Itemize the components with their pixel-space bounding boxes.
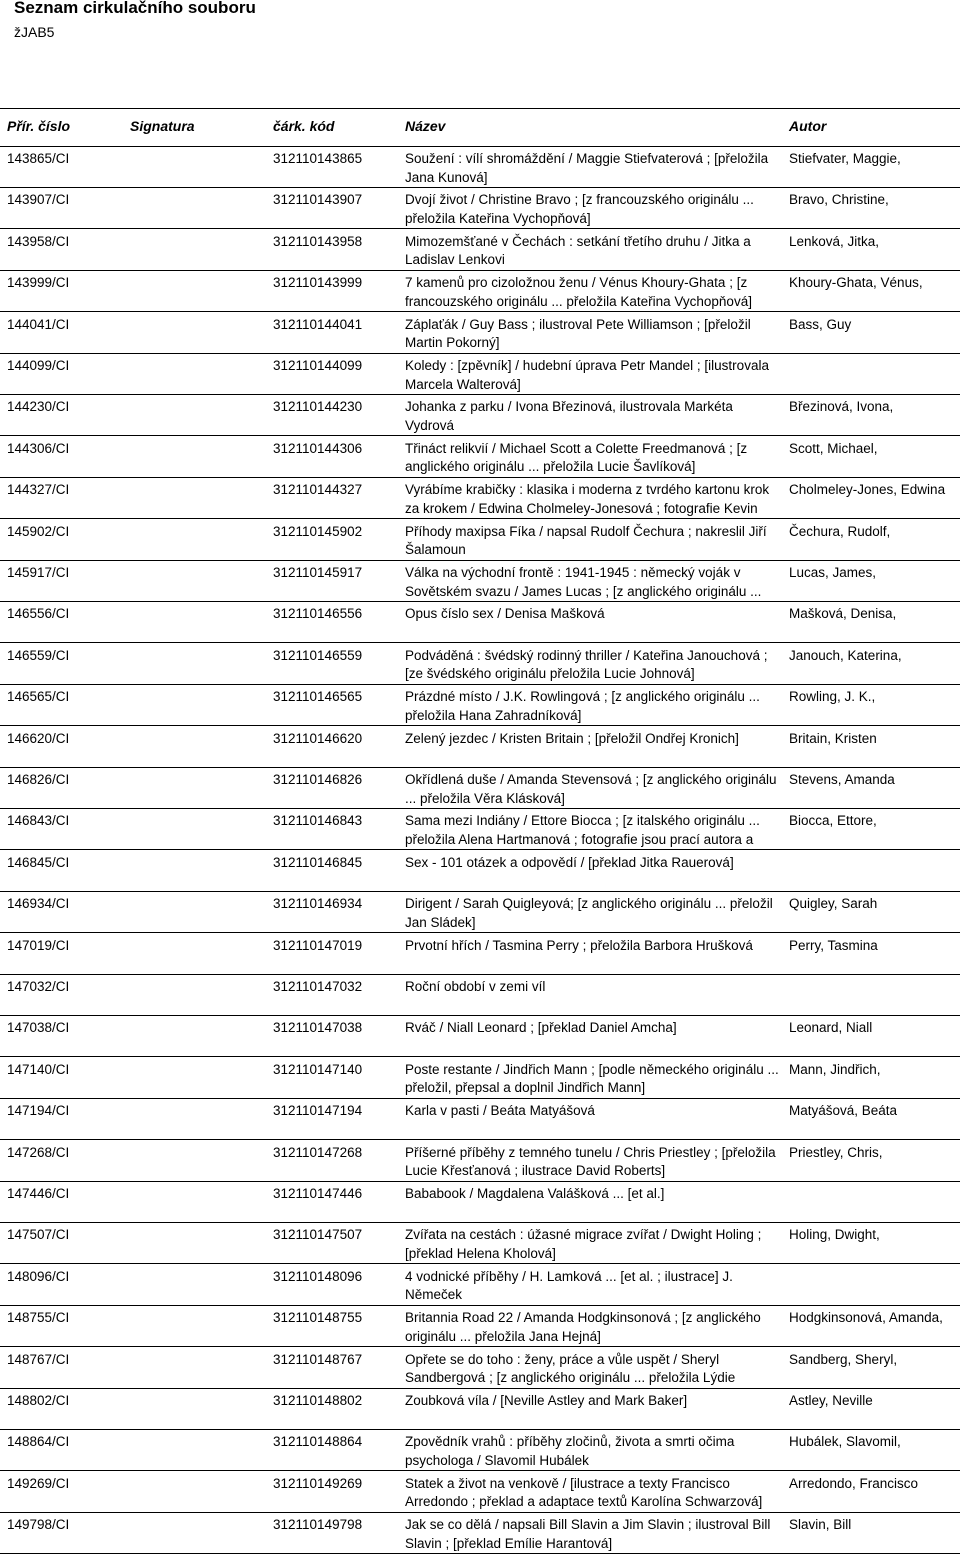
item-title: Vyrábíme krabičky : klasika i moderna z tvrdého kartonu krok za krokem / Edwina Cholmeley-Jonesová ; fotografie Kevin [405, 482, 770, 516]
item-author: Hubálek, Slavomil, [789, 1434, 901, 1450]
accession-number: 147268/CI [7, 1144, 70, 1160]
table-row [0, 1222, 960, 1264]
item-author: Holing, Dwight, [789, 1227, 880, 1243]
table-row [0, 436, 960, 478]
item-title: Opřete se do toho : ženy, práce a vůle uspět / Sheryl Sandbergová ; [z anglického originálu ... přeložila Lýdie [405, 1351, 736, 1386]
table-row [0, 767, 960, 809]
table-row [0, 312, 960, 354]
item-title: Soužení : vílí shromáždění / Maggie Stiefvaterová ; [přeložila Jana Kunová] [405, 151, 769, 185]
barcode: 312110146845 [273, 854, 363, 870]
accession-number: 146556/CI [7, 606, 70, 622]
item-author: Mašková, Denisa, [789, 606, 897, 622]
table-row [0, 726, 960, 768]
item-author: Lucas, James, [789, 565, 877, 580]
barcode: 312110147140 [273, 1061, 363, 1077]
table-row [0, 1057, 960, 1099]
accession-number: 147446/CI [7, 1186, 70, 1201]
item-author: Biocca, Ettore, [789, 813, 877, 829]
accession-number: 149798/CI [7, 1517, 70, 1533]
barcode: 312110144041 [273, 316, 363, 332]
accession-number: 147019/CI [7, 937, 70, 953]
accession-number: 148755/CI [7, 1310, 70, 1326]
accession-number: 145917/CI [7, 565, 70, 580]
item-author: Britain, Kristen [789, 730, 877, 746]
item-title: Bababook / Magdalena Valášková ... [et al.] [405, 1186, 665, 1201]
barcode: 312110146565 [273, 689, 363, 705]
table-header [0, 108, 960, 147]
item-title: Zoubková víla / [Neville Astley and Mark Baker] [405, 1393, 688, 1408]
accession-number: 143865/CI [7, 151, 70, 166]
item-author: Perry, Tasmina [789, 937, 878, 953]
item-title: Britannia Road 22 / Amanda Hodgkinsonová ; [z anglického originálu ... přeložila Jana Hejná] [405, 1310, 761, 1344]
accession-number: 144306/CI [7, 440, 70, 456]
barcode: 312110146843 [273, 813, 363, 829]
table-row [0, 808, 960, 850]
item-author: Bravo, Christine, [789, 192, 889, 208]
accession-number: 146934/CI [7, 896, 70, 912]
barcode: 312110148767 [273, 1351, 363, 1367]
barcode: 312110145902 [273, 523, 363, 539]
item-author: Cholmeley-Jones, Edwina [789, 482, 946, 498]
barcode: 312110147019 [273, 937, 363, 953]
barcode: 312110148755 [273, 1310, 363, 1326]
accession-number: 147194/CI [7, 1103, 70, 1119]
barcode: 312110148096 [273, 1268, 363, 1284]
item-author: Březinová, Ivona, [789, 399, 894, 415]
accession-number: 144230/CI [7, 399, 70, 415]
barcode: 312110147032 [273, 979, 363, 994]
barcode: 312110146559 [273, 647, 363, 663]
accession-number: 148096/CI [7, 1268, 70, 1284]
barcode: 312110146934 [273, 896, 363, 912]
item-title: Sex - 101 otázek a odpovědí / [překlad Jitka Rauerová] [405, 854, 734, 870]
item-author: Čechura, Rudolf, [789, 523, 891, 539]
barcode: 312110149269 [273, 1475, 363, 1491]
item-author: Mann, Jindřich, [789, 1061, 881, 1077]
barcode: 312110148864 [273, 1434, 363, 1450]
table-row [0, 684, 960, 726]
table-row [0, 560, 960, 602]
barcode: 312110146620 [273, 730, 363, 746]
item-author: Scott, Michael, [789, 440, 878, 456]
barcode: 312110143999 [273, 275, 363, 291]
item-author: Leonard, Niall [789, 1020, 873, 1036]
barcode: 312110145917 [273, 565, 363, 580]
item-author: Stiefvater, Maggie, [789, 151, 901, 166]
barcode: 312110143907 [273, 192, 363, 208]
table-row [0, 1140, 960, 1182]
column-header-prir: Přír. číslo [7, 118, 71, 134]
table-row [0, 933, 960, 975]
table-row [0, 891, 960, 933]
table-row [0, 850, 960, 892]
item-title: Opus číslo sex / Denisa Mašková [405, 606, 605, 622]
table-row [0, 394, 960, 436]
item-title: Okřídlená duše / Amanda Stevensová ; [z anglického originálu ... přeložila Věra Klásková] [405, 772, 777, 806]
barcode: 312110148802 [273, 1393, 363, 1408]
accession-number: 146826/CI [7, 772, 70, 787]
column-header-title: Název [405, 118, 446, 134]
item-title: Zelený jezdec / Kristen Britain ; [přeložil Ondřej Kronich] [405, 730, 739, 746]
accession-number: 144099/CI [7, 358, 70, 373]
item-title: Statek a život na venkově / [ilustrace a texty Francisco Arredondo ; překlad a adaptace textů Karolína Schwarzová] [405, 1475, 763, 1510]
accession-number: 149269/CI [7, 1475, 70, 1491]
table-row [0, 1347, 960, 1389]
accession-number: 146843/CI [7, 813, 70, 829]
item-title: Třináct relikvií / Michael Scott a Colette Freedmanová ; [z anglického originálu ... přeložila Lucie Šavlíková] [405, 440, 748, 475]
item-author: Priestley, Chris, [789, 1144, 883, 1160]
barcode: 312110144327 [273, 482, 363, 498]
barcode: 312110147194 [273, 1103, 363, 1119]
item-author: Stevens, Amanda [789, 772, 895, 787]
table-row [0, 1471, 960, 1513]
item-title: Zvířata na cestách : úžasné migrace zvířat / Dwight Holing ; [překlad Helena Kholová] [405, 1227, 762, 1261]
table-row [0, 477, 960, 519]
accession-number: 144041/CI [7, 316, 70, 332]
table-row [0, 1388, 960, 1430]
table-row [0, 519, 960, 561]
accession-number: 147507/CI [7, 1227, 70, 1243]
accession-number: 144327/CI [7, 482, 70, 498]
page-title: Seznam cirkulačního souboru [14, 0, 256, 17]
table-row [0, 187, 960, 229]
accession-number: 146565/CI [7, 689, 70, 705]
page-subtitle: žJAB5 [14, 24, 55, 40]
item-author: Sandberg, Sheryl, [789, 1351, 898, 1367]
item-author: Arredondo, Francisco [789, 1475, 919, 1491]
item-title: Dirigent / Sarah Quigleyová; [z anglického originálu ... přeložil Jan Sládek] [405, 896, 773, 930]
table-row [0, 353, 960, 395]
barcode: 312110144230 [273, 399, 363, 415]
item-author: Quigley, Sarah [789, 896, 878, 912]
table-row [0, 1015, 960, 1057]
table-row [0, 146, 960, 188]
item-title: Koledy : [zpěvník] / hudební úprava Petr Mandel ; [ilustrovala Marcela Walterová] [405, 358, 769, 392]
accession-number: 148864/CI [7, 1434, 70, 1450]
table-row [0, 270, 960, 312]
barcode: 312110147507 [273, 1227, 363, 1243]
column-header-signatura: Signatura [130, 118, 195, 134]
accession-number: 146620/CI [7, 730, 70, 746]
item-title: Jak se co dělá / napsali Bill Slavin a Jim Slavin ; ilustroval Bill Slavin ; [překlad Emílie Harantová] [405, 1517, 771, 1551]
barcode: 312110146826 [273, 772, 363, 787]
item-author: Janouch, Katerina, [789, 647, 902, 663]
item-title: Prvotní hřích / Tasmina Perry ; přeložila Barbora Hrušková [405, 937, 753, 953]
table-row [0, 1181, 960, 1223]
item-title: Zpovědník vrahů : příběhy zločinů, života a smrti očima psychologa / Slavomil Hubálek [405, 1434, 735, 1468]
barcode: 312110147268 [273, 1144, 363, 1160]
item-title: 7 kamenů pro cizoložnou ženu / Vénus Khoury-Ghata ; [z francouzského originálu ... přeložila Kateřina Vychopňová] [405, 275, 752, 309]
item-title: Roční období v zemi víl [405, 979, 546, 994]
accession-number: 146845/CI [7, 854, 70, 870]
item-title: Mimozemšťané v Čechách : setkání třetího druhu / Jitka a Ladislav Lenkovi [405, 233, 751, 268]
table-row [0, 229, 960, 271]
accession-number: 143999/CI [7, 275, 70, 291]
table-row [0, 974, 960, 1016]
accession-number: 143958/CI [7, 233, 70, 249]
item-author: Astley, Neville [789, 1393, 873, 1408]
table-row [0, 1098, 960, 1140]
accession-number: 145902/CI [7, 523, 70, 539]
item-author: Hodgkinsonová, Amanda, [789, 1310, 943, 1326]
table-row [0, 643, 960, 685]
accession-number: 148802/CI [7, 1393, 70, 1408]
item-title: Podváděná : švédský rodinný thriller / Kateřina Janouchová ; [ze švédského originálu přeložila Lucie Johnová] [405, 647, 768, 682]
item-author: Rowling, J. K., [789, 689, 876, 705]
barcode: 312110147038 [273, 1020, 363, 1036]
item-title: Válka na východní frontě : 1941-1945 : německý voják v Sovětském svazu / James Lucas ; [z anglického originálu ... [405, 565, 762, 599]
item-author: Bass, Guy [789, 316, 852, 332]
accession-number: 147038/CI [7, 1020, 70, 1036]
barcode: 312110143865 [273, 151, 363, 166]
accession-number: 148767/CI [7, 1351, 70, 1367]
table-row [0, 601, 960, 643]
item-title: Prázdné místo / J.K. Rowlingová ; [z anglického originálu ... přeložila Hana Zahradníková] [405, 689, 760, 723]
item-title: Sama mezi Indiány / Ettore Biocca ; [z italského originálu ... přeložila Alena Hartmanová ; fotografie jsou prací autora a [405, 813, 760, 847]
accession-number: 147140/CI [7, 1061, 70, 1077]
item-title: Johanka z parku / Ivona Březinová, ilustrovala Markéta Vydrová [405, 399, 733, 433]
item-title: Záplaťák / Guy Bass ; ilustroval Pete Williamson ; [přeložil Martin Pokorný] [405, 316, 751, 351]
barcode: 312110149798 [273, 1517, 363, 1533]
item-title: Rváč / Niall Leonard ; [překlad Daniel Amcha] [405, 1020, 677, 1036]
accession-number: 147032/CI [7, 979, 70, 994]
table-row [0, 1512, 960, 1554]
item-author: Khoury-Ghata, Vénus, [789, 275, 923, 291]
item-title: Příšerné příběhy z temného tunelu / Chris Priestley ; [přeložila Lucie Křesťanová ; ilustrace David Roberts] [405, 1144, 776, 1179]
item-title: Příhody maxipsa Fíka / napsal Rudolf Čechura ; nakreslil Jiří Šalamoun [405, 523, 767, 558]
item-author: Slavin, Bill [789, 1517, 852, 1533]
accession-number: 143907/CI [7, 192, 70, 208]
table-row [0, 1264, 960, 1306]
item-title: Karla v pasti / Beáta Matyášová [405, 1103, 595, 1119]
barcode: 312110147446 [273, 1186, 363, 1201]
item-author: Lenková, Jitka, [789, 233, 880, 249]
table-row [0, 1305, 960, 1347]
accession-number: 146559/CI [7, 647, 70, 663]
item-title: 4 vodnické příběhy / H. Lamková ... [et al. ; ilustrace] J. Němeček [405, 1268, 733, 1303]
item-author: Matyášová, Beáta [789, 1103, 898, 1119]
barcode: 312110144099 [273, 358, 363, 373]
barcode: 312110143958 [273, 233, 363, 249]
barcode: 312110146556 [273, 606, 363, 622]
column-header-barcode: čárk. kód [273, 118, 335, 134]
item-title: Poste restante / Jindřich Mann ; [podle německého originálu ... přeložil, přepsal a doplnil Jindřich Mann] [405, 1061, 779, 1096]
item-title: Dvojí život / Christine Bravo ; [z francouzského originálu ... přeložila Kateřina Vychopňová] [405, 192, 754, 226]
column-header-author: Autor [789, 118, 827, 134]
barcode: 312110144306 [273, 440, 363, 456]
table-row [0, 1429, 960, 1471]
